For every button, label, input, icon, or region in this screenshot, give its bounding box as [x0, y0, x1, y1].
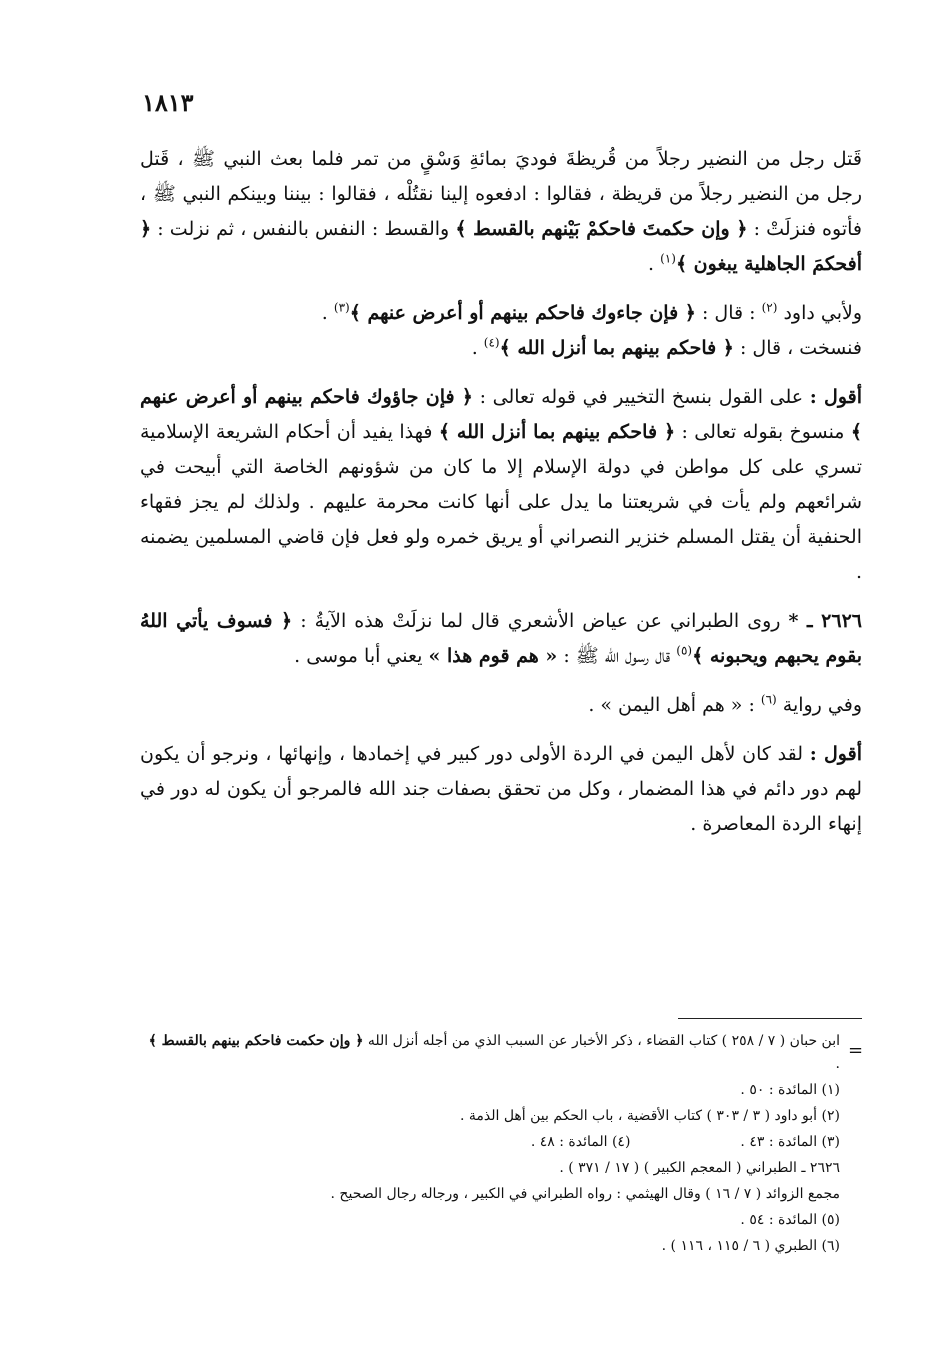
footnote-2: (٢) أبو داود ( ٣ / ٣٠٣ ) كتاب الأقضية ، باب الحكم بين أهل الذمة . [459, 1108, 840, 1124]
text: . [471, 337, 484, 359]
footnote-ref: (٦) [760, 692, 777, 707]
footnote-1: (١) المائدة : ٥٠ . [740, 1082, 840, 1098]
text: لقد كان لأهل اليمن في الردة الأولى دور كبير في إخمادها ، وإنهائها ، ونرجو أن يكون لهم دور دائم في هذا المضمار ، وكل من تحقق بصفات جند الله فالمرجو أن يكون له دور في إنهاء الردة المعاصرة . [140, 743, 862, 835]
footnote-4: (٤) المائدة : ٤٨ . [530, 1134, 631, 1150]
footnote-ref: (٤) [483, 335, 500, 350]
footnote-ref: (١) [660, 251, 676, 266]
text: فنسخت ، قال : [733, 337, 862, 359]
hadith-number: ٢٦٢٦ ـ * [788, 610, 862, 632]
paragraph-2 [140, 296, 862, 331]
paragraph-1 [140, 142, 862, 282]
text: : قال : [695, 302, 762, 324]
text: روى الطبراني عن عياض الأشعري قال لما نزلَتْ هذه الآيةُ : [292, 610, 789, 632]
text: والقسط : النفس بالنفس ، ثم نزلت : [151, 218, 456, 240]
page-number: ١٨١٣ [142, 88, 194, 117]
commentary-label: أقول : [809, 386, 862, 408]
main-text [140, 142, 862, 842]
paragraph-5 [140, 604, 862, 674]
quran-quote: ﴿ فإن جاؤوك فاحكم بينهم أو أعرض عنهم ﴾ [140, 386, 862, 443]
text: قال رسول الله ﷺ : [557, 645, 677, 667]
hadith-quote: « هم قوم هذا » [428, 645, 558, 667]
text: وفي رواية [776, 694, 862, 716]
paragraph-3 [140, 331, 862, 366]
text: : « هم أهل اليمن » . [588, 694, 761, 716]
text: . [321, 302, 334, 324]
footnote-2626: ٢٦٢٦ ـ الطبراني ( المعجم الكبير ) ( ١٧ / ٣٧١ ) . [559, 1160, 840, 1176]
quran-quote: ﴿ وإن حكمتَ فاحكمْ بَيْنهم بالقسط ﴾ [455, 218, 748, 240]
text: . [648, 253, 661, 275]
quran-quote: ﴿ وإن حكمت فاحكم بينهم بالقسط ﴾ [148, 1033, 364, 1049]
footnote-3: (٣) المائدة : ٤٣ . [740, 1134, 840, 1150]
footnote-ref: (٢) [761, 300, 778, 315]
quran-quote: ﴿ فاحكم بينهم بما أنزل الله ﴾ [438, 421, 676, 443]
paragraph-4 [140, 380, 862, 590]
text: فهذا يفيد أن أحكام الشريعة الإسلامية تسري على كل مواطن في دولة الإسلام إلا ما كان من شؤونهم الخاصة التي أبيحت في شرائعهم ولم يأت في شريعتنا ما يدل على أنها كانت محرمة عليهم . ولذلك لم يجز فقهاء الحنفية أن يقتل المسلم خنزير النصراني أو يريق خمره ولو فعل فإن قاضي المسلمين يضمنه . [140, 421, 863, 583]
commentary-label: أقول : [809, 743, 862, 765]
text: منسوخ بقوله تعالى : [675, 421, 851, 443]
footnote-pair [140, 1131, 840, 1157]
text: . [835, 1056, 840, 1072]
text: قَتل رجل من النضير رجلاً من قُريظةَ فوديَ بمائةِ وَسْقٍ من تمر فلما بعث النبي ﷺ ، قَتل رجل من النضير رجلاً من قريظة ، فقالوا : ادفعوه إلينا نقتُلْه ، فقالوا : بيننا وبينكم النبي ﷺ ، فأتوه فنزلَتْ : [140, 148, 862, 240]
footnote-2626-majma: مجمع الزوائد ( ٧ / ١٦ ) وقال الهيثمي : رواه الطبراني في الكبير ، ورجاله رجال الصحيح . [330, 1186, 840, 1202]
quran-quote: ﴿ فإن جاءوك فاحكم بينهم أو أعرض عنهم ﴾ [349, 302, 696, 324]
text: ابن حبان ( ٧ / ٢٥٨ ) كتاب القضاء ، ذكر الأخبار عن السبب الذي من أجله أنزل الله [363, 1033, 840, 1049]
quran-quote: ﴿ أفحكمَ الجاهلية يبغون ﴾ [140, 218, 862, 275]
footnote-5: (٥) المائدة : ٥٤ . [740, 1212, 840, 1228]
footnote-continued [140, 1030, 840, 1076]
quran-quote: ﴿ فسوف يأتي اللهُ بقوم يحبهم ويحبونه ﴾ [140, 610, 862, 667]
paragraph-6 [140, 688, 862, 723]
footnote-6: (٦) الطبري ( ٦ / ١١٥ ، ١١٦ ) . [661, 1238, 840, 1254]
footnote-ref: (٣) [333, 300, 350, 315]
text: ولأبي داود [777, 302, 862, 324]
footnote-ref: (٥) [676, 643, 693, 658]
paragraph-7 [140, 737, 862, 842]
text: على القول بنسخ التخيير في قوله تعالى : [472, 386, 810, 408]
footnote-separator [678, 1018, 862, 1019]
continuation-mark: = [848, 1040, 864, 1061]
text: يعني أبا موسى . [294, 645, 429, 667]
quran-quote: ﴿ فاحكم بينهم بما أنزل الله ﴾ [499, 337, 734, 359]
footnotes [140, 1030, 840, 1261]
